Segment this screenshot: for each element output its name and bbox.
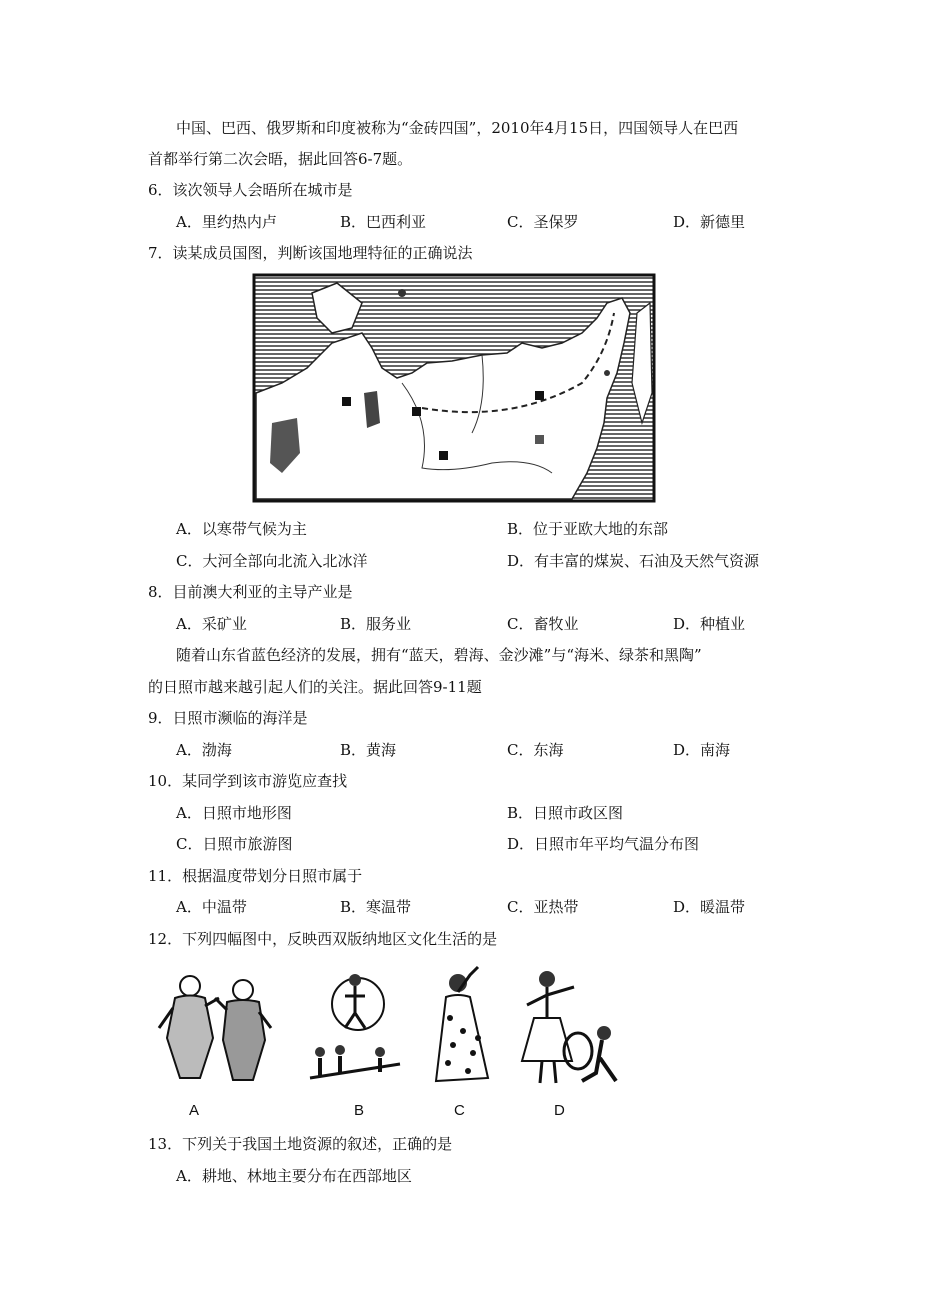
- question-9-option-a: A．渤海: [176, 741, 232, 759]
- question-6-option-d: D．新德里: [673, 213, 746, 231]
- question-7-option-d: D．有丰富的煤炭、石油及天然气资源: [507, 552, 760, 570]
- question-13-stem: 13．下列关于我国土地资源的叙述，正确的是: [148, 1135, 453, 1153]
- map-marker: [535, 391, 544, 400]
- question-10-option-c: C．日照市旅游图: [176, 835, 293, 853]
- question-10-option-a: A．日照市地形图: [176, 804, 292, 822]
- figure-label-a: A: [189, 1102, 200, 1119]
- question-8-stem: 8．目前澳大利亚的主导产业是: [148, 583, 353, 601]
- culture-figure-b: [300, 968, 410, 1088]
- figure-label-d: D: [554, 1102, 565, 1119]
- intro-paragraph-2-line-2: 的日照市越来越引起人们的关注。据此回答9-11题: [148, 678, 482, 696]
- question-13-option-a: A．耕地、林地主要分布在西部地区: [176, 1167, 412, 1185]
- question-8-option-d: D．种植业: [673, 615, 746, 633]
- question-7-option-c: C．大河全部向北流入北冰洋: [176, 552, 368, 570]
- question-9-stem: 9．日照市濒临的海洋是: [148, 709, 308, 727]
- question-9-option-c: C．东海: [507, 741, 564, 759]
- question-11-stem: 11．根据温度带划分日照市属于: [148, 867, 363, 885]
- question-9-option-d: D．南海: [673, 741, 731, 759]
- question-6-option-c: C．圣保罗: [507, 213, 579, 231]
- culture-figure-d: [512, 963, 632, 1088]
- map-dot: [604, 370, 610, 376]
- map-marker: [439, 451, 448, 460]
- map-marker: [535, 435, 544, 444]
- question-11-option-d: D．暖温带: [673, 898, 746, 916]
- intro-paragraph-1-line-2: 首都举行第二次会晤，据此回答6-7题。: [148, 150, 413, 168]
- map-marker: [342, 397, 351, 406]
- question-9-option-b: B．黄海: [340, 741, 397, 759]
- question-6-option-b: B．巴西利亚: [340, 213, 427, 231]
- question-7-option-a: A．以寒带气候为主: [176, 520, 307, 538]
- question-7-option-b: B．位于亚欧大地的东部: [507, 520, 669, 538]
- question-8-option-b: B．服务业: [340, 615, 412, 633]
- question-8-option-c: C．畜牧业: [507, 615, 579, 633]
- map-marker: [412, 407, 421, 416]
- question-11-option-b: B．寒温带: [340, 898, 412, 916]
- question-11-option-a: A．中温带: [176, 898, 247, 916]
- question-10-option-d: D．日照市年平均气温分布图: [507, 835, 700, 853]
- figure-label-c: C: [454, 1102, 465, 1119]
- culture-figure-a: [155, 968, 275, 1088]
- intro-paragraph-2-line-1: 随着山东省蓝色经济的发展，拥有“蓝天，碧海、金沙滩”与“海米、绿茶和黑陶”: [176, 646, 702, 664]
- question-6-stem: 6．该次领导人会晤所在城市是: [148, 181, 353, 199]
- question-11-option-c: C．亚热带: [507, 898, 579, 916]
- question-7-stem: 7．读某成员国图，判断该国地理特征的正确说法: [148, 244, 473, 262]
- question-10-stem: 10．某同学到该市游览应查找: [148, 772, 348, 790]
- question-12-stem: 12．下列四幅图中，反映西双版纳地区文化生活的是: [148, 930, 498, 948]
- culture-figure-c: [428, 963, 498, 1088]
- russia-map-figure: [252, 273, 662, 509]
- intro-paragraph-1-line-1: 中国、巴西、俄罗斯和印度被称为“金砖四国”，2010年4月15日，四国领导人在巴西: [176, 119, 739, 137]
- question-6-option-a: A．里约热内卢: [176, 213, 277, 231]
- figure-label-b: B: [354, 1102, 365, 1119]
- question-8-option-a: A．采矿业: [176, 615, 247, 633]
- map-dot: [398, 289, 406, 297]
- question-10-option-b: B．日照市政区图: [507, 804, 624, 822]
